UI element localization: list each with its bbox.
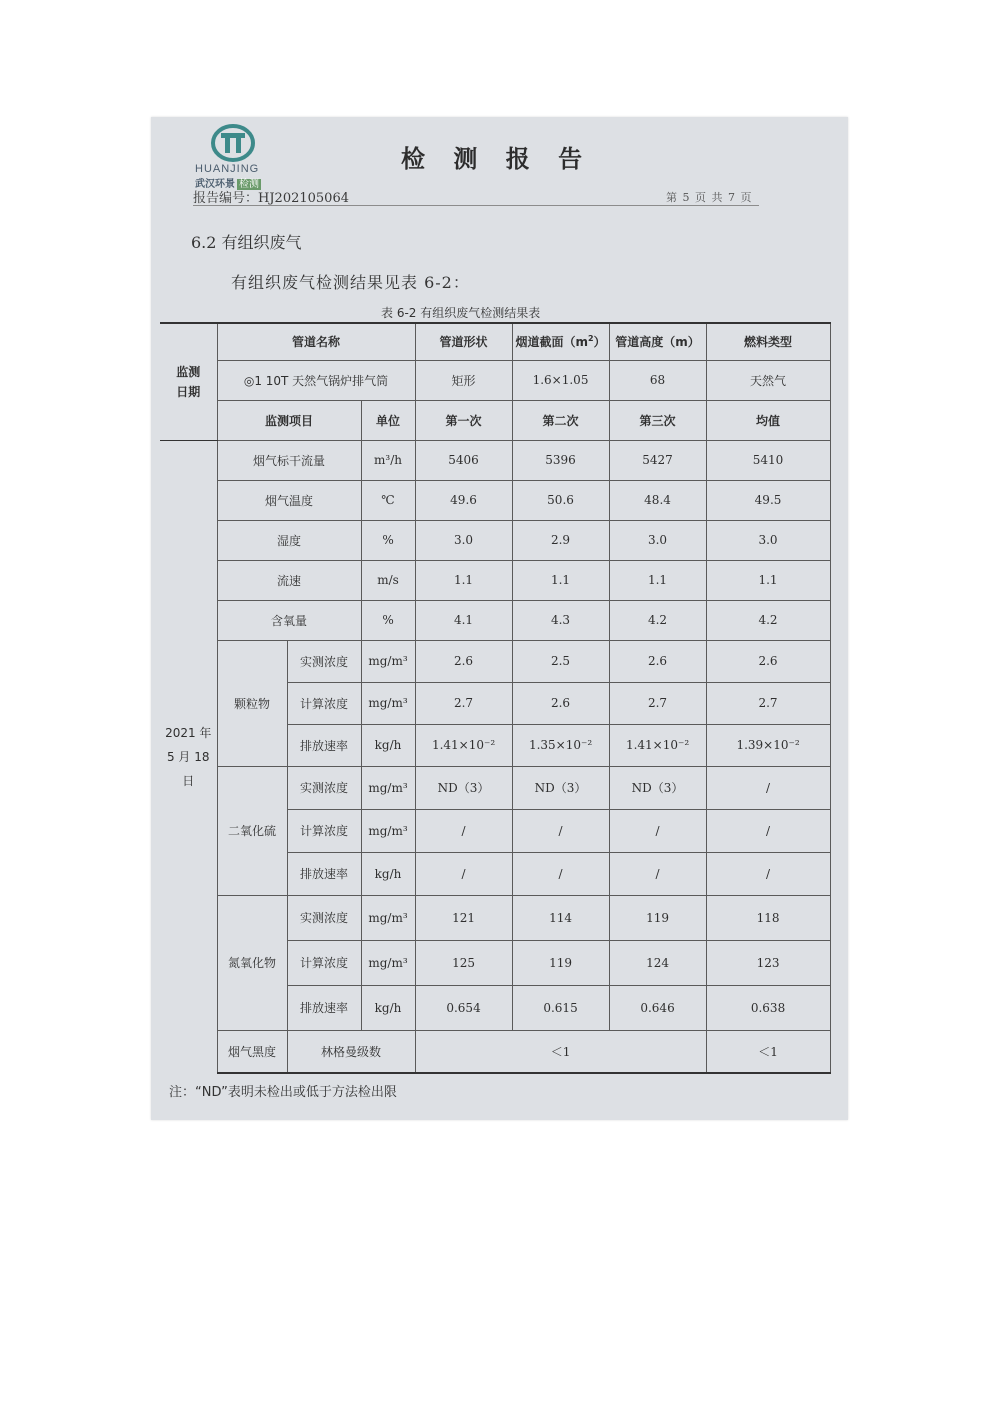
unit-cell: mg/m³: [361, 940, 415, 985]
sub-item-cell: 计算浓度: [287, 809, 361, 852]
table-row: [160, 600, 830, 640]
value-cell: 49.5: [706, 480, 830, 520]
value-cell: 2.7: [609, 682, 706, 724]
flue-section-header: 烟道截面$(m^2)$: [512, 323, 609, 360]
value-cell: ND（3）: [415, 766, 512, 809]
unit-cell: kg/h: [361, 852, 415, 895]
table-row: [160, 1030, 830, 1073]
item-header: 监测项目: [217, 400, 361, 440]
value-cell: 0.638: [706, 985, 830, 1030]
unit-cell: m/s: [361, 560, 415, 600]
value-cell: /: [512, 809, 609, 852]
sub-item-cell: 实测浓度: [287, 895, 361, 940]
table-caption: 表 6-2 有组织废气检测结果表: [381, 306, 541, 320]
item-cell: 含氧量: [217, 600, 361, 640]
table-row: [160, 480, 830, 520]
sub-item-cell: 计算浓度: [287, 940, 361, 985]
value-cell: 5406: [415, 440, 512, 480]
table-row: [160, 520, 830, 560]
value-cell: 4.3: [512, 600, 609, 640]
unit-cell: mg/m³: [361, 895, 415, 940]
value-cell: 125: [415, 940, 512, 985]
value-cell: 5410: [706, 440, 830, 480]
group-name: 颗粒物: [217, 640, 287, 766]
value-cell: 0.654: [415, 985, 512, 1030]
value-cell: 119: [609, 895, 706, 940]
value-cell: 1.41×10⁻²: [415, 724, 512, 766]
report-page: [151, 117, 848, 1120]
unit-cell: ℃: [361, 480, 415, 520]
pipe-shape-value: 矩形: [415, 360, 512, 400]
blackness-unit: 林格曼级数: [287, 1030, 415, 1073]
value-cell: /: [512, 852, 609, 895]
table-row: [160, 560, 830, 600]
pipe-height-value: 68: [609, 360, 706, 400]
sub-item-cell: 实测浓度: [287, 766, 361, 809]
pipe-name-value: ◎1 10T 天然气锅炉排气筒: [217, 360, 415, 400]
sub-item-cell: 计算浓度: [287, 682, 361, 724]
logo-text-cn: 武汉环景 检测: [195, 179, 259, 190]
intro-text: 有组织废气检测结果见表 6-2：: [231, 273, 470, 292]
first-header: 第一次: [415, 400, 512, 440]
blackness-avg: ＜1: [706, 1030, 830, 1073]
fuel-type-value: 天然气: [706, 360, 830, 400]
value-cell: /: [415, 852, 512, 895]
unit-cell: mg/m³: [361, 640, 415, 682]
value-cell: 124: [609, 940, 706, 985]
table-row: [160, 895, 830, 940]
results-table: [160, 322, 831, 1074]
value-cell: 2.6: [609, 640, 706, 682]
flue-section-value: 1.6×1.05: [512, 360, 609, 400]
unit-cell: kg/h: [361, 724, 415, 766]
sub-item-cell: 排放速率: [287, 985, 361, 1030]
value-cell: 2.6: [415, 640, 512, 682]
value-cell: /: [706, 809, 830, 852]
value-cell: 4.2: [706, 600, 830, 640]
group-name: 二氧化硫: [217, 766, 287, 895]
section-title: 6.2 有组织废气: [191, 233, 302, 252]
value-cell: 3.0: [609, 520, 706, 560]
third-header: 第三次: [609, 400, 706, 440]
company-logo: [193, 123, 283, 189]
blackness-item: 烟气黑度: [217, 1030, 287, 1073]
blackness-value: ＜1: [415, 1030, 706, 1073]
sub-item-cell: 实测浓度: [287, 640, 361, 682]
value-cell: /: [609, 809, 706, 852]
value-cell: ND（3）: [609, 766, 706, 809]
sub-item-cell: 排放速率: [287, 852, 361, 895]
pipe-height-header: 管道高度（m）: [609, 323, 706, 360]
unit-cell: kg/h: [361, 985, 415, 1030]
value-cell: 1.35×10⁻²: [512, 724, 609, 766]
value-cell: 5427: [609, 440, 706, 480]
logo-text-en: HUANJING: [195, 163, 260, 175]
footnote: 注：“ND”表明未检出或低于方法检出限: [169, 1085, 397, 1100]
value-cell: 1.1: [706, 560, 830, 600]
value-cell: 4.1: [415, 600, 512, 640]
huanjing-logo-icon: [211, 123, 255, 163]
value-cell: 123: [706, 940, 830, 985]
value-cell: 1.39×10⁻²: [706, 724, 830, 766]
value-cell: 50.6: [512, 480, 609, 520]
unit-cell: m³/h: [361, 440, 415, 480]
value-cell: 1.1: [415, 560, 512, 600]
pipe-shape-header: 管道形状: [415, 323, 512, 360]
item-cell: 流速: [217, 560, 361, 600]
value-cell: 3.0: [415, 520, 512, 560]
table-row: [160, 440, 830, 480]
value-cell: 2.6: [512, 682, 609, 724]
value-cell: 48.4: [609, 480, 706, 520]
value-cell: 2.5: [512, 640, 609, 682]
sub-item-cell: 排放速率: [287, 724, 361, 766]
value-cell: 1.1: [512, 560, 609, 600]
item-cell: 湿度: [217, 520, 361, 560]
table-row: [160, 640, 830, 682]
value-cell: /: [415, 809, 512, 852]
unit-cell: mg/m³: [361, 809, 415, 852]
pipe-name-header: 管道名称: [217, 323, 415, 360]
unit-cell: %: [361, 520, 415, 560]
monitoring-date: 2021 年 5 月 18 日: [160, 440, 217, 1073]
fuel-type-header: 燃料类型: [706, 323, 830, 360]
value-cell: /: [706, 852, 830, 895]
value-cell: 5396: [512, 440, 609, 480]
value-cell: 1.41×10⁻²: [609, 724, 706, 766]
value-cell: 0.615: [512, 985, 609, 1030]
value-cell: /: [609, 852, 706, 895]
unit-header: 单位: [361, 400, 415, 440]
value-cell: 119: [512, 940, 609, 985]
table-row: [160, 766, 830, 809]
value-cell: 1.1: [609, 560, 706, 600]
value-cell: ND（3）: [512, 766, 609, 809]
value-cell: 0.646: [609, 985, 706, 1030]
value-cell: 2.7: [415, 682, 512, 724]
value-cell: 3.0: [706, 520, 830, 560]
item-cell: 烟气温度: [217, 480, 361, 520]
second-header: 第二次: [512, 400, 609, 440]
unit-cell: %: [361, 600, 415, 640]
group-name: 氮氧化物: [217, 895, 287, 1030]
document-title: 检 测 报 告: [401, 145, 593, 173]
unit-cell: mg/m³: [361, 766, 415, 809]
value-cell: 118: [706, 895, 830, 940]
value-cell: 49.6: [415, 480, 512, 520]
value-cell: 114: [512, 895, 609, 940]
unit-cell: mg/m³: [361, 682, 415, 724]
value-cell: 4.2: [609, 600, 706, 640]
value-cell: 121: [415, 895, 512, 940]
item-cell: 烟气标干流量: [217, 440, 361, 480]
value-cell: 2.6: [706, 640, 830, 682]
value-cell: 2.9: [512, 520, 609, 560]
header-divider: [193, 205, 759, 206]
date-header: 监测 日期: [160, 323, 217, 440]
value-cell: /: [706, 766, 830, 809]
value-cell: 2.7: [706, 682, 830, 724]
avg-header: 均值: [706, 400, 830, 440]
report-number: 报告编号：HJ202105064: [193, 191, 349, 206]
page-number: 第 5 页 共 7 页: [666, 191, 753, 204]
